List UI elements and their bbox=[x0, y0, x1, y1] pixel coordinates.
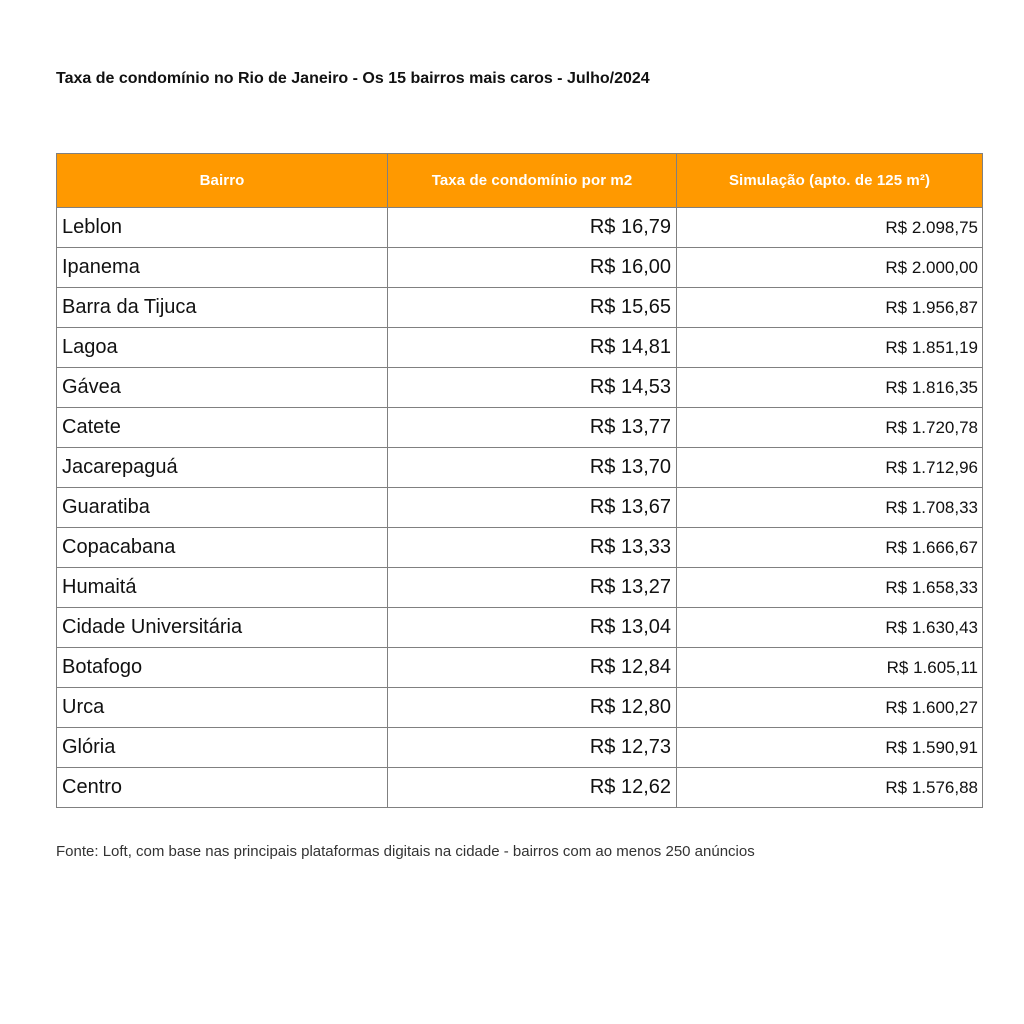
cell-taxa: R$ 12,80 bbox=[388, 688, 677, 728]
table-row bbox=[57, 648, 983, 688]
cell-bairro: Leblon bbox=[57, 208, 388, 248]
table-row bbox=[57, 448, 983, 488]
cell-simulacao: R$ 1.630,43 bbox=[677, 608, 983, 648]
cell-simulacao: R$ 1.666,67 bbox=[677, 528, 983, 568]
table-row bbox=[57, 608, 983, 648]
table-row bbox=[57, 768, 983, 808]
cell-taxa: R$ 16,00 bbox=[388, 248, 677, 288]
cell-simulacao: R$ 1.658,33 bbox=[677, 568, 983, 608]
data-table-container bbox=[56, 153, 983, 808]
cell-bairro: Cidade Universitária bbox=[57, 608, 388, 648]
cell-simulacao: R$ 1.576,88 bbox=[677, 768, 983, 808]
cell-bairro: Ipanema bbox=[57, 248, 388, 288]
cell-taxa: R$ 12,73 bbox=[388, 728, 677, 768]
cell-bairro: Glória bbox=[57, 728, 388, 768]
cell-bairro: Jacarepaguá bbox=[57, 448, 388, 488]
table-row bbox=[57, 568, 983, 608]
table-row bbox=[57, 728, 983, 768]
cell-simulacao: R$ 1.720,78 bbox=[677, 408, 983, 448]
cell-bairro: Copacabana bbox=[57, 528, 388, 568]
table-row bbox=[57, 328, 983, 368]
cell-taxa: R$ 13,27 bbox=[388, 568, 677, 608]
cell-simulacao: R$ 2.098,75 bbox=[677, 208, 983, 248]
table-row bbox=[57, 208, 983, 248]
table-body bbox=[57, 208, 983, 808]
source-note: Fonte: Loft, com base nas principais plataformas digitais na cidade - bairros com ao menos 250 anúncios bbox=[56, 843, 755, 860]
cell-bairro: Botafogo bbox=[57, 648, 388, 688]
cell-taxa: R$ 12,62 bbox=[388, 768, 677, 808]
table-row bbox=[57, 408, 983, 448]
table-title: Taxa de condomínio no Rio de Janeiro - Os 15 bairros mais caros - Julho/2024 bbox=[56, 70, 650, 87]
table-row bbox=[57, 368, 983, 408]
cell-taxa: R$ 13,77 bbox=[388, 408, 677, 448]
cell-simulacao: R$ 1.816,35 bbox=[677, 368, 983, 408]
column-header-simulacao: Simulação (apto. de 125 m²) bbox=[677, 154, 983, 208]
table-header-row bbox=[57, 154, 983, 208]
cell-bairro: Urca bbox=[57, 688, 388, 728]
cell-taxa: R$ 13,04 bbox=[388, 608, 677, 648]
table-row bbox=[57, 488, 983, 528]
cell-taxa: R$ 13,33 bbox=[388, 528, 677, 568]
column-header-taxa: Taxa de condomínio por m2 bbox=[388, 154, 677, 208]
cell-taxa: R$ 14,53 bbox=[388, 368, 677, 408]
cell-bairro: Centro bbox=[57, 768, 388, 808]
cell-taxa: R$ 13,70 bbox=[388, 448, 677, 488]
cell-simulacao: R$ 1.712,96 bbox=[677, 448, 983, 488]
cell-bairro: Catete bbox=[57, 408, 388, 448]
table-row bbox=[57, 688, 983, 728]
cell-taxa: R$ 13,67 bbox=[388, 488, 677, 528]
cell-taxa: R$ 16,79 bbox=[388, 208, 677, 248]
cell-bairro: Guaratiba bbox=[57, 488, 388, 528]
cell-simulacao: R$ 1.600,27 bbox=[677, 688, 983, 728]
table-row bbox=[57, 288, 983, 328]
cell-simulacao: R$ 1.956,87 bbox=[677, 288, 983, 328]
column-header-bairro: Bairro bbox=[57, 154, 388, 208]
table-row bbox=[57, 528, 983, 568]
cell-simulacao: R$ 2.000,00 bbox=[677, 248, 983, 288]
cell-taxa: R$ 12,84 bbox=[388, 648, 677, 688]
cell-taxa: R$ 15,65 bbox=[388, 288, 677, 328]
cell-bairro: Barra da Tijuca bbox=[57, 288, 388, 328]
cell-bairro: Humaitá bbox=[57, 568, 388, 608]
cell-taxa: R$ 14,81 bbox=[388, 328, 677, 368]
table-row bbox=[57, 248, 983, 288]
cell-simulacao: R$ 1.708,33 bbox=[677, 488, 983, 528]
cell-bairro: Lagoa bbox=[57, 328, 388, 368]
cell-bairro: Gávea bbox=[57, 368, 388, 408]
condo-fee-table bbox=[56, 153, 983, 808]
cell-simulacao: R$ 1.590,91 bbox=[677, 728, 983, 768]
cell-simulacao: R$ 1.851,19 bbox=[677, 328, 983, 368]
cell-simulacao: R$ 1.605,11 bbox=[677, 648, 983, 688]
